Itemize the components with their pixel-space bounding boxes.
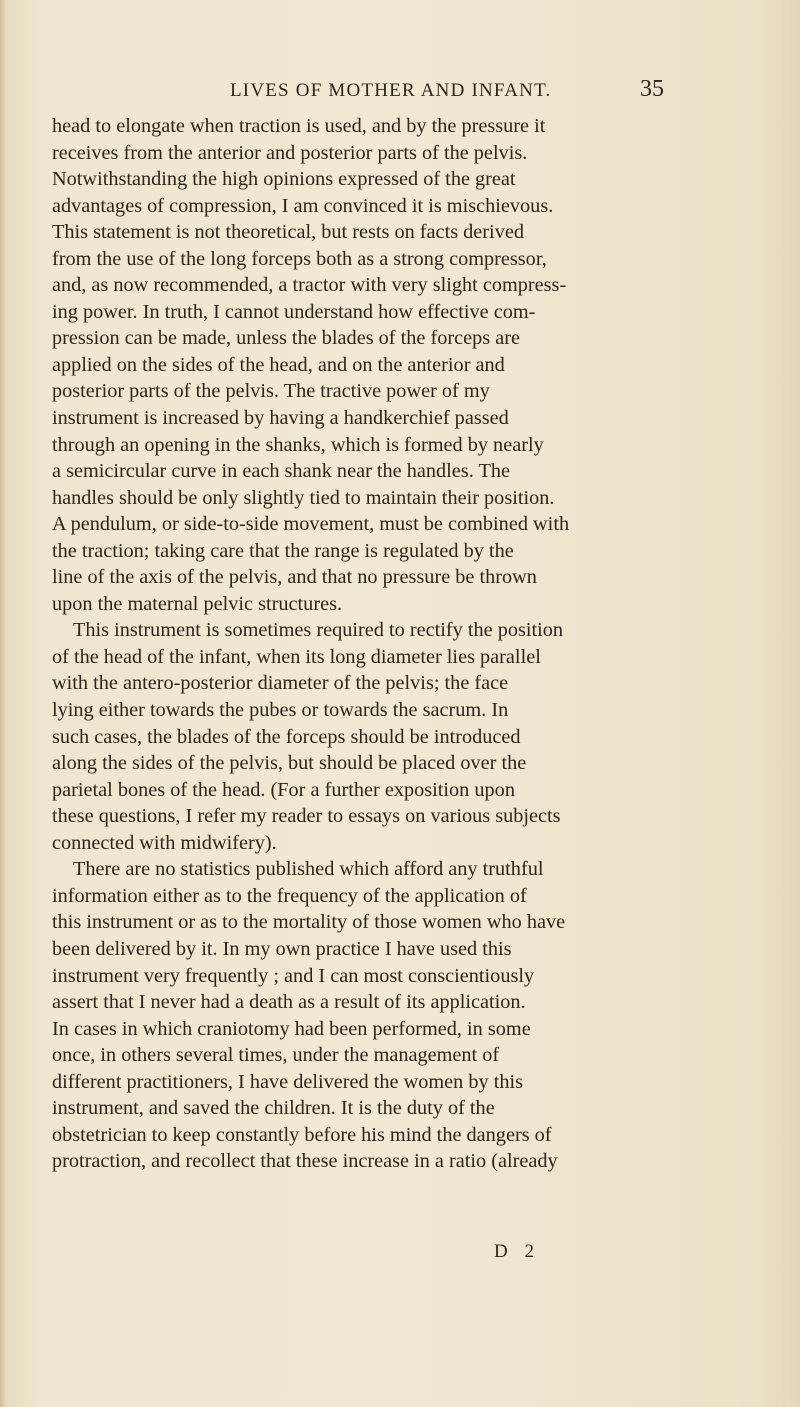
text-line: along the sides of the pelvis, but should be placed over the	[52, 752, 527, 775]
text-line: this instrument or as to the mortality of those women who have	[52, 911, 566, 934]
text-line: of the head of the infant, when its long diameter lies parallel	[52, 645, 541, 668]
text-line: ing power. In truth, I cannot understand how effective com-	[52, 300, 536, 323]
text-line: such cases, the blades of the forceps should be introduced	[52, 725, 521, 748]
text-line: connected with midwifery).	[52, 831, 277, 854]
text-line: been delivered by it. In my own practice I have used this	[52, 937, 512, 960]
text-line: from the use of the long forceps both as a strong compressor,	[52, 247, 547, 270]
text-line: different practitioners, I have delivered the women by this	[52, 1070, 524, 1093]
text-line: instrument is increased by having a handkerchief passed	[52, 407, 509, 430]
page-number: 35	[640, 76, 664, 102]
text-line: the traction; taking care that the range is regulated by the	[52, 539, 514, 562]
text-line: handles should be only slightly tied to maintain their position.	[52, 486, 555, 509]
text-line: protraction, and recollect that these increase in a ratio (already	[52, 1150, 558, 1173]
running-title: LIVES OF MOTHER AND INFANT.	[230, 80, 552, 101]
text-line: obstetrician to keep constantly before his mind the dangers of	[52, 1123, 552, 1146]
text-line: upon the maternal pelvic structures.	[52, 592, 343, 615]
text-line: once, in others several times, under the management of	[52, 1044, 500, 1067]
page-header	[0, 76, 800, 110]
text-line: parietal bones of the head. (For a further exposition upon	[52, 778, 515, 801]
text-line: This statement is not theoretical, but rests on facts derived	[52, 221, 524, 244]
text-line: assert that I never had a death as a result of its application.	[52, 991, 526, 1014]
text-line: Notwithstanding the high opinions expressed of the great	[52, 168, 516, 191]
text-line: In cases in which craniotomy had been performed, in some	[52, 1017, 531, 1040]
signature-mark: D 2	[494, 1241, 540, 1262]
text-line: through an opening in the shanks, which is formed by nearly	[52, 433, 544, 456]
body-text	[52, 113, 732, 1175]
text-line: with the antero-posterior diameter of the pelvis; the face	[52, 672, 509, 695]
text-line: receives from the anterior and posterior parts of the pelvis.	[52, 141, 528, 164]
text-line: and, as now recommended, a tractor with very slight compress-	[52, 274, 567, 297]
text-line: these questions, I refer my reader to essays on various subjects	[52, 805, 561, 828]
text-line: head to elongate when traction is used, and by the pressure it	[52, 115, 546, 137]
text-line: information either as to the frequency of the application of	[52, 884, 527, 907]
text-line: A pendulum, or side-to-side movement, must be combined with	[52, 513, 570, 536]
text-line: lying either towards the pubes or towards the sacrum. In	[52, 699, 509, 722]
text-line: instrument, and saved the children. It is the duty of the	[52, 1097, 495, 1120]
text-line: applied on the sides of the head, and on the anterior and	[52, 353, 505, 376]
text-line: There are no statistics published which afford any truthful	[73, 858, 544, 881]
page-edge-shadow	[0, 0, 6, 1407]
text-line: posterior parts of the pelvis. The tractive power of my	[52, 380, 490, 403]
text-line: This instrument is sometimes required to rectify the position	[73, 619, 564, 642]
text-line: instrument very frequently ; and I can most conscientiously	[52, 964, 535, 987]
text-line: line of the axis of the pelvis, and that no pressure be thrown	[52, 566, 537, 589]
text-line: a semicircular curve in each shank near the handles. The	[52, 460, 511, 483]
text-line: pression can be made, unless the blades of the forceps are	[52, 327, 520, 350]
text-line: advantages of compression, I am convinced it is mischievous.	[52, 194, 554, 217]
